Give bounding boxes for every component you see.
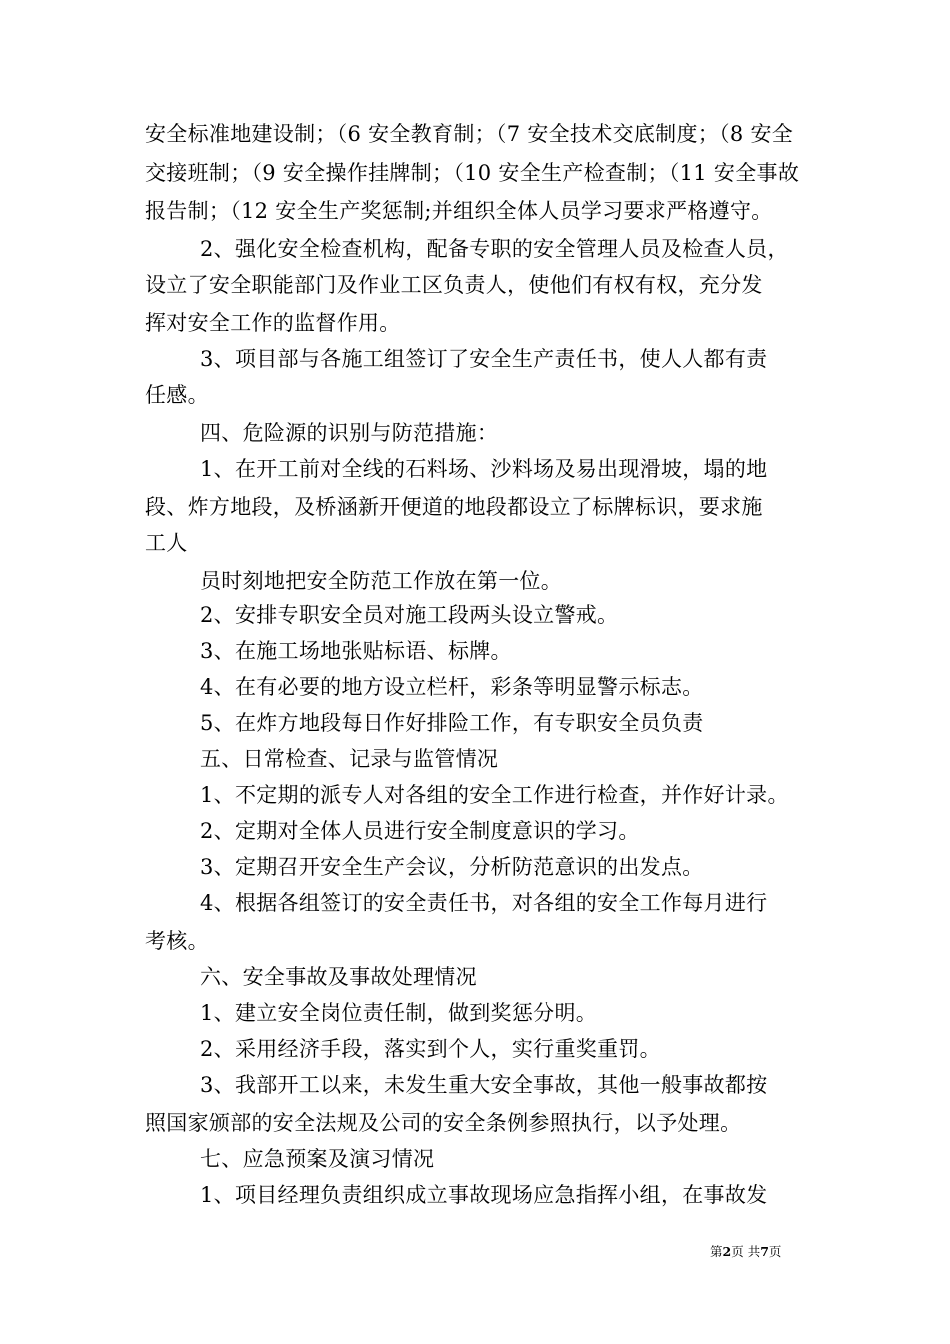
text-line: 安全标准地建设制；（6 安全教育制；（7 安全技术交底制度；（8 安全 — [145, 122, 794, 146]
section-heading: 四、危险源的识别与防范措施： — [200, 421, 499, 445]
text-line: 3、项目部与各施工组签订了安全生产责任书，使人人都有责 — [200, 347, 768, 371]
text-line: 1、项目经理负责组织成立事故现场应急指挥小组，在事故发 — [200, 1183, 768, 1207]
section-heading: 七、应急预案及演习情况 — [200, 1147, 435, 1171]
page-footer — [710, 1244, 781, 1260]
text-line: 挥对安全工作的监督作用。 — [145, 311, 401, 335]
text-line: 2、安排专职安全员对施工段两头设立警戒。 — [200, 603, 619, 627]
footer-middle: 页 共 — [731, 1244, 761, 1259]
text-line: 3、我部开工以来，未发生重大安全事故，其他一般事故都按 — [200, 1073, 768, 1097]
text-line: 2、强化安全检查机构，配备专职的安全管理人员及检查人员， — [200, 237, 789, 261]
text-line: 1、建立安全岗位责任制，做到奖惩分明。 — [200, 1001, 598, 1025]
text-line: 报告制；（12 安全生产奖惩制;并组织全体人员学习要求严格遵守。 — [145, 199, 773, 223]
text-line: 1、不定期的派专人对各组的安全工作进行检查，并作好计录。 — [200, 783, 789, 807]
footer-prefix: 第 — [710, 1244, 723, 1259]
text-line: 照国家颁部的安全法规及公司的安全条例参照执行，以予处理。 — [145, 1111, 742, 1135]
text-line: 2、定期对全体人员进行安全制度意识的学习。 — [200, 819, 640, 843]
text-line: 3、定期召开安全生产会议，分析防范意识的出发点。 — [200, 855, 704, 879]
text-line: 4、根据各组签订的安全责任书，对各组的安全工作每月进行 — [200, 891, 768, 915]
text-line: 段、炸方地段，及桥涵新开便道的地段都设立了标牌标识，要求施 — [145, 495, 763, 519]
text-line: 1、在开工前对全线的石料场、沙料场及易出现滑坡，塌的地 — [200, 457, 768, 481]
text-line: 4、在有必要的地方设立栏杆，彩条等明显警示标志。 — [200, 675, 704, 699]
section-heading: 六、安全事故及事故处理情况 — [200, 965, 477, 989]
text-line: 任感。 — [145, 383, 209, 407]
footer-total-pages: 7 — [760, 1244, 769, 1259]
text-line: 2、采用经济手段，落实到个人，实行重奖重罚。 — [200, 1037, 661, 1061]
text-line: 5、在炸方地段每日作好排险工作，有专职安全员负责 — [200, 711, 704, 735]
section-heading: 五、日常检查、记录与监管情况 — [200, 747, 499, 771]
text-line: 考核。 — [145, 929, 209, 953]
text-line: 工人 — [145, 531, 188, 555]
text-line: 交接班制；（9 安全操作挂牌制；（10 安全生产检查制；（11 安全事故 — [145, 161, 800, 185]
text-line: 3、在施工场地张贴标语、标牌。 — [200, 639, 512, 663]
footer-suffix: 页 — [768, 1244, 782, 1259]
text-line: 员时刻地把安全防范工作放在第一位。 — [200, 569, 563, 593]
text-line: 设立了安全职能部门及作业工区负责人，使他们有权有权，充分发 — [145, 273, 763, 297]
footer-current-page: 2 — [722, 1244, 732, 1259]
